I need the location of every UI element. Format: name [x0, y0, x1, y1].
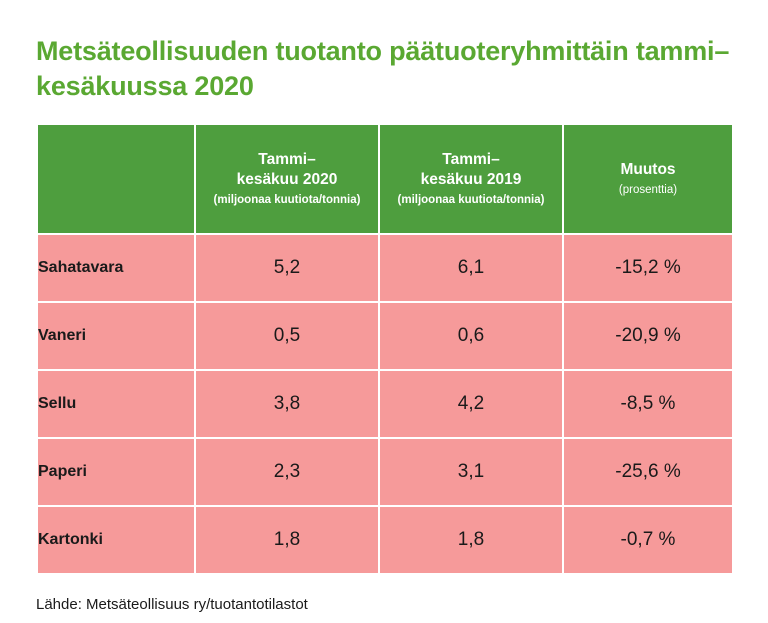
cell-vaneri-change: -20,9 % — [563, 302, 733, 370]
row-label-sahatavara: Sahatavara — [37, 234, 195, 302]
cell-sahatavara-change: -15,2 % — [563, 234, 733, 302]
cell-paperi-change: -25,6 % — [563, 438, 733, 506]
column-header-change — [563, 124, 733, 234]
cell-kartonki-2020: 1,8 — [195, 506, 379, 574]
column-header-2020-line1: Tammi– — [258, 151, 316, 169]
table-header-row — [37, 124, 733, 234]
column-header-2019 — [379, 124, 563, 234]
column-header-2020-unit: (miljoonaa kuutiota/tonnia) — [213, 193, 361, 206]
cell-kartonki-2019: 1,8 — [379, 506, 563, 574]
table-header — [37, 124, 733, 234]
cell-paperi-2020: 2,3 — [195, 438, 379, 506]
cell-sellu-change: -8,5 % — [563, 370, 733, 438]
table-row — [37, 438, 733, 506]
table-row — [37, 234, 733, 302]
cell-sellu-2019: 4,2 — [379, 370, 563, 438]
source-note: Lähde: Metsäteollisuus ry/tuotantotilastot — [36, 596, 308, 614]
page-title: Metsäteollisuuden tuotanto päätuoteryhmittäin tammi–kesäkuussa 2020 — [36, 36, 730, 101]
row-label-kartonki: Kartonki — [37, 506, 195, 574]
table-row — [37, 370, 733, 438]
column-header-2020 — [195, 124, 379, 234]
column-header-change-unit: (prosenttia) — [618, 184, 678, 197]
table-body — [37, 234, 733, 574]
column-header-2019-line1: Tammi– — [442, 151, 500, 169]
table-corner-cell — [37, 124, 195, 234]
production-table — [36, 123, 734, 575]
cell-sahatavara-2020: 5,2 — [195, 234, 379, 302]
row-label-vaneri: Vaneri — [37, 302, 195, 370]
column-header-change-line1: Muutos — [620, 160, 676, 178]
cell-sahatavara-2019: 6,1 — [379, 234, 563, 302]
column-header-2019-unit: (miljoonaa kuutiota/tonnia) — [397, 193, 545, 206]
table-row — [37, 506, 733, 574]
row-label-paperi: Paperi — [37, 438, 195, 506]
cell-sellu-2020: 3,8 — [195, 370, 379, 438]
cell-kartonki-change: -0,7 % — [563, 506, 733, 574]
cell-vaneri-2019: 0,6 — [379, 302, 563, 370]
column-header-2019-line2: kesäkuu 2019 — [420, 170, 522, 188]
cell-paperi-2019: 3,1 — [379, 438, 563, 506]
column-header-2020-line2: kesäkuu 2020 — [236, 170, 338, 188]
cell-vaneri-2020: 0,5 — [195, 302, 379, 370]
table-row — [37, 302, 733, 370]
row-label-sellu: Sellu — [37, 370, 195, 438]
